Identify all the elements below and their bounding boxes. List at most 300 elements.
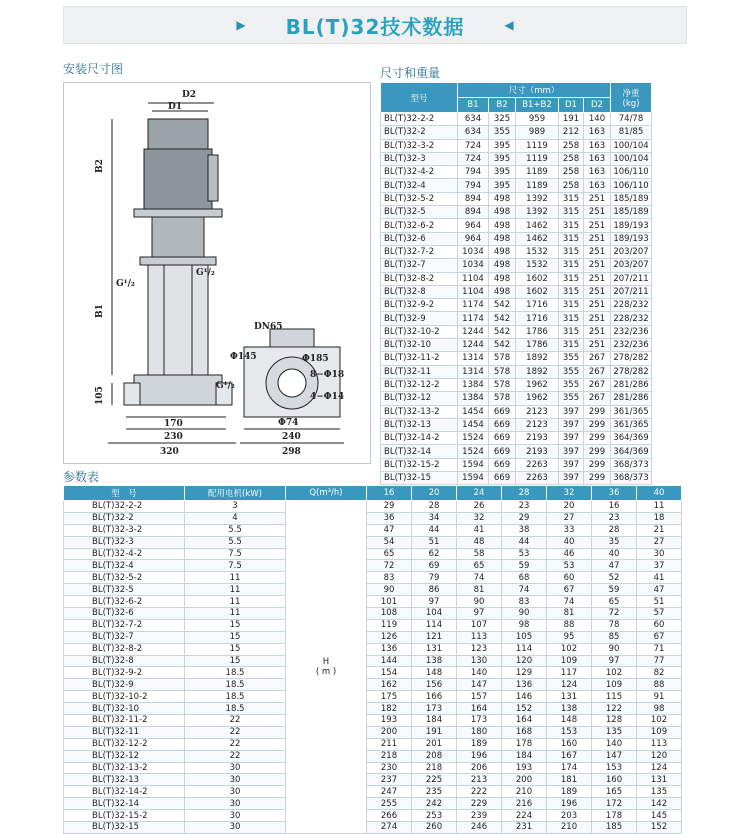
dims-value-cell: 299 bbox=[584, 445, 611, 458]
param-model-cell: BL(T)32-4-2 bbox=[64, 548, 185, 560]
param-head-value-cell: 246 bbox=[457, 822, 502, 834]
param-head-value-cell: 62 bbox=[412, 548, 457, 560]
dims-value-cell: 325 bbox=[489, 113, 516, 126]
dims-value-cell: 163 bbox=[584, 179, 611, 192]
dims-value-cell: 1594 bbox=[458, 472, 489, 485]
top-chamber bbox=[140, 257, 216, 265]
dims-value-cell: 106/110 bbox=[611, 166, 652, 179]
dims-value-cell: 1384 bbox=[458, 392, 489, 405]
param-head-value-cell: 131 bbox=[412, 643, 457, 655]
dims-value-cell: 1532 bbox=[516, 245, 559, 258]
param-head-value-cell: 160 bbox=[592, 774, 637, 786]
param-head-value-cell: 38 bbox=[502, 524, 547, 536]
param-head-value-cell: 140 bbox=[592, 738, 637, 750]
dims-value-cell: 542 bbox=[489, 299, 516, 312]
dims-row bbox=[381, 113, 652, 126]
param-head-value-cell: 30 bbox=[637, 548, 682, 560]
dims-model-cell: BL(T)32-10-2 bbox=[381, 325, 458, 338]
param-head-value-cell: 218 bbox=[367, 750, 412, 762]
param-flow-header: 28 bbox=[502, 486, 547, 501]
param-head-value-cell: 65 bbox=[592, 596, 637, 608]
param-motor-cell: 11 bbox=[185, 572, 286, 584]
param-flow-header: 36 bbox=[592, 486, 637, 501]
param-head-value-cell: 109 bbox=[637, 726, 682, 738]
param-motor-cell: 18.5 bbox=[185, 679, 286, 691]
dims-row bbox=[381, 418, 652, 431]
dims-value-cell: 364/369 bbox=[611, 432, 652, 445]
dims-value-cell: 634 bbox=[458, 126, 489, 139]
dims-model-cell: BL(T)32-11 bbox=[381, 365, 458, 378]
dims-col-header: B1 bbox=[458, 98, 489, 113]
label-g-side: G¹/₂ bbox=[216, 381, 235, 391]
dims-value-cell: 2123 bbox=[516, 418, 559, 431]
param-head-value-cell: 131 bbox=[637, 774, 682, 786]
dims-value-cell: 397 bbox=[559, 405, 584, 418]
param-head-value-cell: 138 bbox=[547, 703, 592, 715]
dims-head-model: 型号 bbox=[381, 83, 458, 113]
dims-value-cell: 397 bbox=[559, 432, 584, 445]
dims-row bbox=[381, 245, 652, 258]
dims-model-cell: BL(T)32-12 bbox=[381, 392, 458, 405]
label-phi74: Φ74 bbox=[278, 418, 299, 428]
dims-value-cell: 1892 bbox=[516, 352, 559, 365]
param-head-value-cell: 165 bbox=[592, 786, 637, 798]
param-model-cell: BL(T)32-15 bbox=[64, 822, 185, 834]
param-row bbox=[64, 726, 682, 738]
param-head-value-cell: 67 bbox=[547, 584, 592, 596]
dims-value-cell: 959 bbox=[516, 113, 559, 126]
param-model-cell: BL(T)32-7-2 bbox=[64, 619, 185, 631]
dims-value-cell: 251 bbox=[584, 192, 611, 205]
param-head-value-cell: 114 bbox=[412, 619, 457, 631]
dims-value-cell: 355 bbox=[559, 392, 584, 405]
param-head-value-cell: 44 bbox=[412, 524, 457, 536]
param-model-cell: BL(T)32-14 bbox=[64, 798, 185, 810]
param-row bbox=[64, 584, 682, 596]
param-head-value-cell: 21 bbox=[637, 524, 682, 536]
param-head-value-cell: 74 bbox=[547, 596, 592, 608]
dims-value-cell: 251 bbox=[584, 245, 611, 258]
dims-value-cell: 1314 bbox=[458, 352, 489, 365]
dims-value-cell: 498 bbox=[489, 272, 516, 285]
dims-head-size: 尺寸（mm） bbox=[458, 83, 611, 98]
param-head-value-cell: 53 bbox=[547, 560, 592, 572]
dims-model-cell: BL(T)32-6 bbox=[381, 232, 458, 245]
param-row bbox=[64, 655, 682, 667]
param-head-value-cell: 146 bbox=[502, 691, 547, 703]
label-phi145: Φ145 bbox=[230, 352, 257, 362]
param-head-value-cell: 105 bbox=[502, 631, 547, 643]
coupling-housing bbox=[152, 217, 204, 257]
param-head-value-cell: 86 bbox=[412, 584, 457, 596]
label-b2: B2 bbox=[95, 159, 105, 173]
dims-value-cell: 395 bbox=[489, 152, 516, 165]
dims-value-cell: 251 bbox=[584, 219, 611, 232]
param-head-value-cell: 60 bbox=[637, 619, 682, 631]
param-motor-cell: 15 bbox=[185, 619, 286, 631]
dims-value-cell: 1104 bbox=[458, 272, 489, 285]
dims-value-cell: 278/282 bbox=[611, 365, 652, 378]
param-row bbox=[64, 501, 682, 513]
dims-value-cell: 1716 bbox=[516, 299, 559, 312]
dims-value-cell: 578 bbox=[489, 352, 516, 365]
param-head-value-cell: 123 bbox=[457, 643, 502, 655]
param-head-value-cell: 164 bbox=[502, 715, 547, 727]
param-head-value-cell: 35 bbox=[592, 536, 637, 548]
param-head-value-cell: 77 bbox=[637, 655, 682, 667]
dims-value-cell: 2193 bbox=[516, 445, 559, 458]
param-model-cell: BL(T)32-9 bbox=[64, 679, 185, 691]
dims-value-cell: 724 bbox=[458, 139, 489, 152]
dims-value-cell: 669 bbox=[489, 458, 516, 471]
terminal-box bbox=[208, 155, 218, 201]
dims-value-cell: 1189 bbox=[516, 179, 559, 192]
dims-row bbox=[381, 378, 652, 391]
param-head-value-cell: 172 bbox=[592, 798, 637, 810]
param-head-value-cell: 225 bbox=[412, 774, 457, 786]
param-head-value-cell: 211 bbox=[367, 738, 412, 750]
dims-value-cell: 251 bbox=[584, 285, 611, 298]
param-head-value-cell: 128 bbox=[592, 715, 637, 727]
dims-row bbox=[381, 192, 652, 205]
param-head-value-cell: 157 bbox=[457, 691, 502, 703]
param-row bbox=[64, 679, 682, 691]
param-head-value-cell: 23 bbox=[502, 501, 547, 513]
dims-row bbox=[381, 166, 652, 179]
param-head-value-cell: 101 bbox=[367, 596, 412, 608]
param-row bbox=[64, 798, 682, 810]
param-head-value-cell: 129 bbox=[502, 667, 547, 679]
param-head-value-cell: 83 bbox=[502, 596, 547, 608]
dims-model-cell: BL(T)32-11-2 bbox=[381, 352, 458, 365]
param-head-value-cell: 210 bbox=[502, 786, 547, 798]
param-head-value-cell: 58 bbox=[457, 548, 502, 560]
param-head-value-cell: 57 bbox=[637, 608, 682, 620]
dims-value-cell: 251 bbox=[584, 259, 611, 272]
param-row bbox=[64, 548, 682, 560]
dims-value-cell: 397 bbox=[559, 418, 584, 431]
parameter-table bbox=[63, 485, 682, 834]
param-head-value-cell: 102 bbox=[547, 643, 592, 655]
dims-row bbox=[381, 365, 652, 378]
param-head-value-cell: 126 bbox=[367, 631, 412, 643]
pump-drawing bbox=[64, 83, 370, 463]
param-row bbox=[64, 750, 682, 762]
param-motor-cell: 30 bbox=[185, 822, 286, 834]
param-head-value-cell: 196 bbox=[547, 798, 592, 810]
dims-value-cell: 1454 bbox=[458, 405, 489, 418]
dims-value-cell: 542 bbox=[489, 339, 516, 352]
param-row bbox=[64, 691, 682, 703]
param-head-value-cell: 200 bbox=[367, 726, 412, 738]
dims-value-cell: 1594 bbox=[458, 458, 489, 471]
dims-value-cell: 267 bbox=[584, 365, 611, 378]
param-flow-header: 32 bbox=[547, 486, 592, 501]
param-head-value-cell: 124 bbox=[547, 679, 592, 691]
dims-value-cell: 578 bbox=[489, 365, 516, 378]
label-w298: 298 bbox=[282, 447, 301, 457]
param-motor-cell: 22 bbox=[185, 715, 286, 727]
dims-value-cell: 251 bbox=[584, 299, 611, 312]
param-motor-cell: 15 bbox=[185, 655, 286, 667]
param-head-value-cell: 98 bbox=[502, 619, 547, 631]
param-row bbox=[64, 738, 682, 750]
param-head-value-cell: 109 bbox=[592, 679, 637, 691]
dims-value-cell: 498 bbox=[489, 192, 516, 205]
dims-value-cell: 1034 bbox=[458, 245, 489, 258]
dims-value-cell: 1174 bbox=[458, 299, 489, 312]
param-head-value-cell: 90 bbox=[367, 584, 412, 596]
label-w170: 170 bbox=[164, 419, 183, 429]
dims-value-cell: 106/110 bbox=[611, 179, 652, 192]
param-motor-cell: 11 bbox=[185, 596, 286, 608]
param-motor-cell: 15 bbox=[185, 643, 286, 655]
param-row bbox=[64, 643, 682, 655]
param-model-cell: BL(T)32-14-2 bbox=[64, 786, 185, 798]
dims-model-cell: BL(T)32-14-2 bbox=[381, 432, 458, 445]
motor-cap bbox=[148, 119, 208, 149]
dims-row bbox=[381, 126, 652, 139]
dims-value-cell: 1462 bbox=[516, 232, 559, 245]
param-row bbox=[64, 560, 682, 572]
param-motor-cell: 30 bbox=[185, 762, 286, 774]
dims-model-cell: BL(T)32-5-2 bbox=[381, 192, 458, 205]
dims-value-cell: 189/193 bbox=[611, 219, 652, 232]
dimensions-table bbox=[380, 82, 652, 485]
param-motor-cell: 22 bbox=[185, 726, 286, 738]
param-head-value-cell: 95 bbox=[547, 631, 592, 643]
param-model-cell: BL(T)32-6-2 bbox=[64, 596, 185, 608]
dims-value-cell: 361/365 bbox=[611, 418, 652, 431]
param-head-value-cell: 44 bbox=[502, 536, 547, 548]
dims-value-cell: 1602 bbox=[516, 272, 559, 285]
dims-value-cell: 315 bbox=[559, 232, 584, 245]
param-head-value-cell: 200 bbox=[502, 774, 547, 786]
param-head-value-cell: 40 bbox=[547, 536, 592, 548]
dims-value-cell: 498 bbox=[489, 232, 516, 245]
param-motor-cell: 7.5 bbox=[185, 560, 286, 572]
param-h-unit: ( m ) bbox=[315, 666, 337, 677]
dims-value-cell: 281/286 bbox=[611, 392, 652, 405]
dims-value-cell: 498 bbox=[489, 219, 516, 232]
param-motor-cell: 18.5 bbox=[185, 703, 286, 715]
param-head-value-cell: 147 bbox=[592, 750, 637, 762]
dims-value-cell: 232/236 bbox=[611, 325, 652, 338]
param-head-value-cell: 65 bbox=[367, 548, 412, 560]
param-row bbox=[64, 608, 682, 620]
param-head-value-cell: 90 bbox=[592, 643, 637, 655]
left-arrow-icon: ▶ bbox=[236, 18, 246, 32]
dims-model-cell: BL(T)32-3-2 bbox=[381, 139, 458, 152]
param-head-value-cell: 135 bbox=[592, 726, 637, 738]
param-head-value-cell: 113 bbox=[457, 631, 502, 643]
param-head-value-cell: 90 bbox=[502, 608, 547, 620]
param-motor-cell: 5.5 bbox=[185, 524, 286, 536]
param-flow-header: 20 bbox=[412, 486, 457, 501]
param-motor-cell: 30 bbox=[185, 810, 286, 822]
param-row bbox=[64, 512, 682, 524]
param-row bbox=[64, 786, 682, 798]
dims-value-cell: 163 bbox=[584, 139, 611, 152]
param-motor-cell: 11 bbox=[185, 608, 286, 620]
dims-model-cell: BL(T)32-13-2 bbox=[381, 405, 458, 418]
dims-value-cell: 299 bbox=[584, 418, 611, 431]
dims-value-cell: 267 bbox=[584, 352, 611, 365]
param-model-cell: BL(T)32-5-2 bbox=[64, 572, 185, 584]
dims-value-cell: 395 bbox=[489, 179, 516, 192]
dims-value-cell: 395 bbox=[489, 166, 516, 179]
param-head-value-cell: 121 bbox=[412, 631, 457, 643]
param-head-value-cell: 260 bbox=[412, 822, 457, 834]
param-head-value-cell: 52 bbox=[592, 572, 637, 584]
param-head-value-cell: 247 bbox=[367, 786, 412, 798]
param-row bbox=[64, 822, 682, 834]
param-model-cell: BL(T)32-11 bbox=[64, 726, 185, 738]
param-head-value-cell: 102 bbox=[637, 715, 682, 727]
dims-row bbox=[381, 285, 652, 298]
param-motor-cell: 15 bbox=[185, 631, 286, 643]
dims-value-cell: 498 bbox=[489, 259, 516, 272]
param-model-cell: BL(T)32-2-2 bbox=[64, 501, 185, 513]
param-head-value-cell: 208 bbox=[412, 750, 457, 762]
param-head-value-cell: 47 bbox=[637, 584, 682, 596]
dims-head-weight: 净重 (kg) bbox=[611, 83, 652, 113]
dims-value-cell: 669 bbox=[489, 445, 516, 458]
dims-value-cell: 207/211 bbox=[611, 285, 652, 298]
dims-model-cell: BL(T)32-12-2 bbox=[381, 378, 458, 391]
dims-value-cell: 1174 bbox=[458, 312, 489, 325]
dims-value-cell: 1524 bbox=[458, 445, 489, 458]
param-model-cell: BL(T)32-13-2 bbox=[64, 762, 185, 774]
param-model-cell: BL(T)32-7 bbox=[64, 631, 185, 643]
param-head-value-cell: 59 bbox=[592, 584, 637, 596]
installation-drawing bbox=[63, 82, 371, 464]
param-model-cell: BL(T)32-12-2 bbox=[64, 738, 185, 750]
motor-body bbox=[144, 149, 212, 209]
param-row bbox=[64, 762, 682, 774]
dims-value-cell: 163 bbox=[584, 166, 611, 179]
param-head-value-cell: 148 bbox=[547, 715, 592, 727]
dims-value-cell: 81/85 bbox=[611, 126, 652, 139]
label-phi18: 8−Φ18 bbox=[310, 370, 345, 380]
param-head-value-cell: 144 bbox=[367, 655, 412, 667]
param-head-value-cell: 33 bbox=[547, 524, 592, 536]
param-model-cell: BL(T)32-8 bbox=[64, 655, 185, 667]
label-g-right: G¹/₂ bbox=[196, 268, 215, 278]
dims-value-cell: 1384 bbox=[458, 378, 489, 391]
param-head-value-cell: 210 bbox=[547, 822, 592, 834]
param-motor-cell: 22 bbox=[185, 738, 286, 750]
param-head-value-cell: 81 bbox=[457, 584, 502, 596]
dims-value-cell: 1392 bbox=[516, 206, 559, 219]
param-head-value-cell: 216 bbox=[502, 798, 547, 810]
param-row bbox=[64, 572, 682, 584]
param-head-value-cell: 274 bbox=[367, 822, 412, 834]
dims-value-cell: 258 bbox=[559, 152, 584, 165]
param-row bbox=[64, 810, 682, 822]
dims-value-cell: 724 bbox=[458, 152, 489, 165]
dims-value-cell: 395 bbox=[489, 139, 516, 152]
param-head-value-cell: 54 bbox=[367, 536, 412, 548]
param-head-value-cell: 154 bbox=[367, 667, 412, 679]
param-head-value-cell: 41 bbox=[637, 572, 682, 584]
param-head-value-cell: 191 bbox=[412, 726, 457, 738]
dims-value-cell: 1532 bbox=[516, 259, 559, 272]
dims-value-cell: 1462 bbox=[516, 219, 559, 232]
param-head-value-cell: 147 bbox=[457, 679, 502, 691]
dims-value-cell: 251 bbox=[584, 339, 611, 352]
dims-value-cell: 163 bbox=[584, 126, 611, 139]
param-model-cell: BL(T)32-13 bbox=[64, 774, 185, 786]
dims-value-cell: 251 bbox=[584, 312, 611, 325]
param-head-value-cell: 142 bbox=[637, 798, 682, 810]
dims-value-cell: 299 bbox=[584, 472, 611, 485]
param-head-value-cell: 29 bbox=[502, 512, 547, 524]
param-head-value-cell: 160 bbox=[547, 738, 592, 750]
dims-row bbox=[381, 179, 652, 192]
param-head-value-cell: 189 bbox=[547, 786, 592, 798]
dims-value-cell: 228/232 bbox=[611, 299, 652, 312]
param-motor-cell: 18.5 bbox=[185, 667, 286, 679]
param-head-value-cell: 36 bbox=[367, 512, 412, 524]
param-head-value-cell: 156 bbox=[412, 679, 457, 691]
param-head-value-cell: 67 bbox=[637, 631, 682, 643]
dims-value-cell: 299 bbox=[584, 405, 611, 418]
param-head-value-cell: 173 bbox=[412, 703, 457, 715]
dims-value-cell: 1786 bbox=[516, 325, 559, 338]
param-head-value-cell: 47 bbox=[367, 524, 412, 536]
param-model-cell: BL(T)32-8-2 bbox=[64, 643, 185, 655]
dims-row bbox=[381, 272, 652, 285]
param-head-value-cell: 97 bbox=[457, 608, 502, 620]
dims-value-cell: 315 bbox=[559, 339, 584, 352]
label-d2: D2 bbox=[182, 90, 197, 100]
param-head-model: 型 号 bbox=[64, 486, 185, 501]
dims-value-cell: 1524 bbox=[458, 432, 489, 445]
dims-value-cell: 578 bbox=[489, 378, 516, 391]
dims-value-cell: 251 bbox=[584, 232, 611, 245]
param-head-value-cell: 68 bbox=[502, 572, 547, 584]
param-head-value-cell: 46 bbox=[547, 548, 592, 560]
param-head-value-cell: 91 bbox=[637, 691, 682, 703]
param-motor-cell: 11 bbox=[185, 584, 286, 596]
param-head-value-cell: 28 bbox=[592, 524, 637, 536]
dims-value-cell: 1392 bbox=[516, 192, 559, 205]
param-head-value-cell: 167 bbox=[547, 750, 592, 762]
param-head-value-cell: 60 bbox=[547, 572, 592, 584]
param-head-value-cell: 162 bbox=[367, 679, 412, 691]
dims-col-header: B2 bbox=[489, 98, 516, 113]
dims-value-cell: 299 bbox=[584, 432, 611, 445]
dims-value-cell: 397 bbox=[559, 472, 584, 485]
dims-value-cell: 894 bbox=[458, 192, 489, 205]
dims-value-cell: 1314 bbox=[458, 365, 489, 378]
dims-value-cell: 498 bbox=[489, 245, 516, 258]
dims-row bbox=[381, 152, 652, 165]
dims-value-cell: 669 bbox=[489, 405, 516, 418]
dims-value-cell: 212 bbox=[559, 126, 584, 139]
param-motor-cell: 30 bbox=[185, 786, 286, 798]
param-head-motor: 配用电机(kW) bbox=[185, 486, 286, 501]
dims-value-cell: 281/286 bbox=[611, 378, 652, 391]
dims-value-cell: 397 bbox=[559, 445, 584, 458]
dims-value-cell: 267 bbox=[584, 392, 611, 405]
param-head-value-cell: 135 bbox=[637, 786, 682, 798]
dims-value-cell: 267 bbox=[584, 378, 611, 391]
dims-value-cell: 1962 bbox=[516, 392, 559, 405]
param-head-value-cell: 119 bbox=[367, 619, 412, 631]
dims-row bbox=[381, 219, 652, 232]
